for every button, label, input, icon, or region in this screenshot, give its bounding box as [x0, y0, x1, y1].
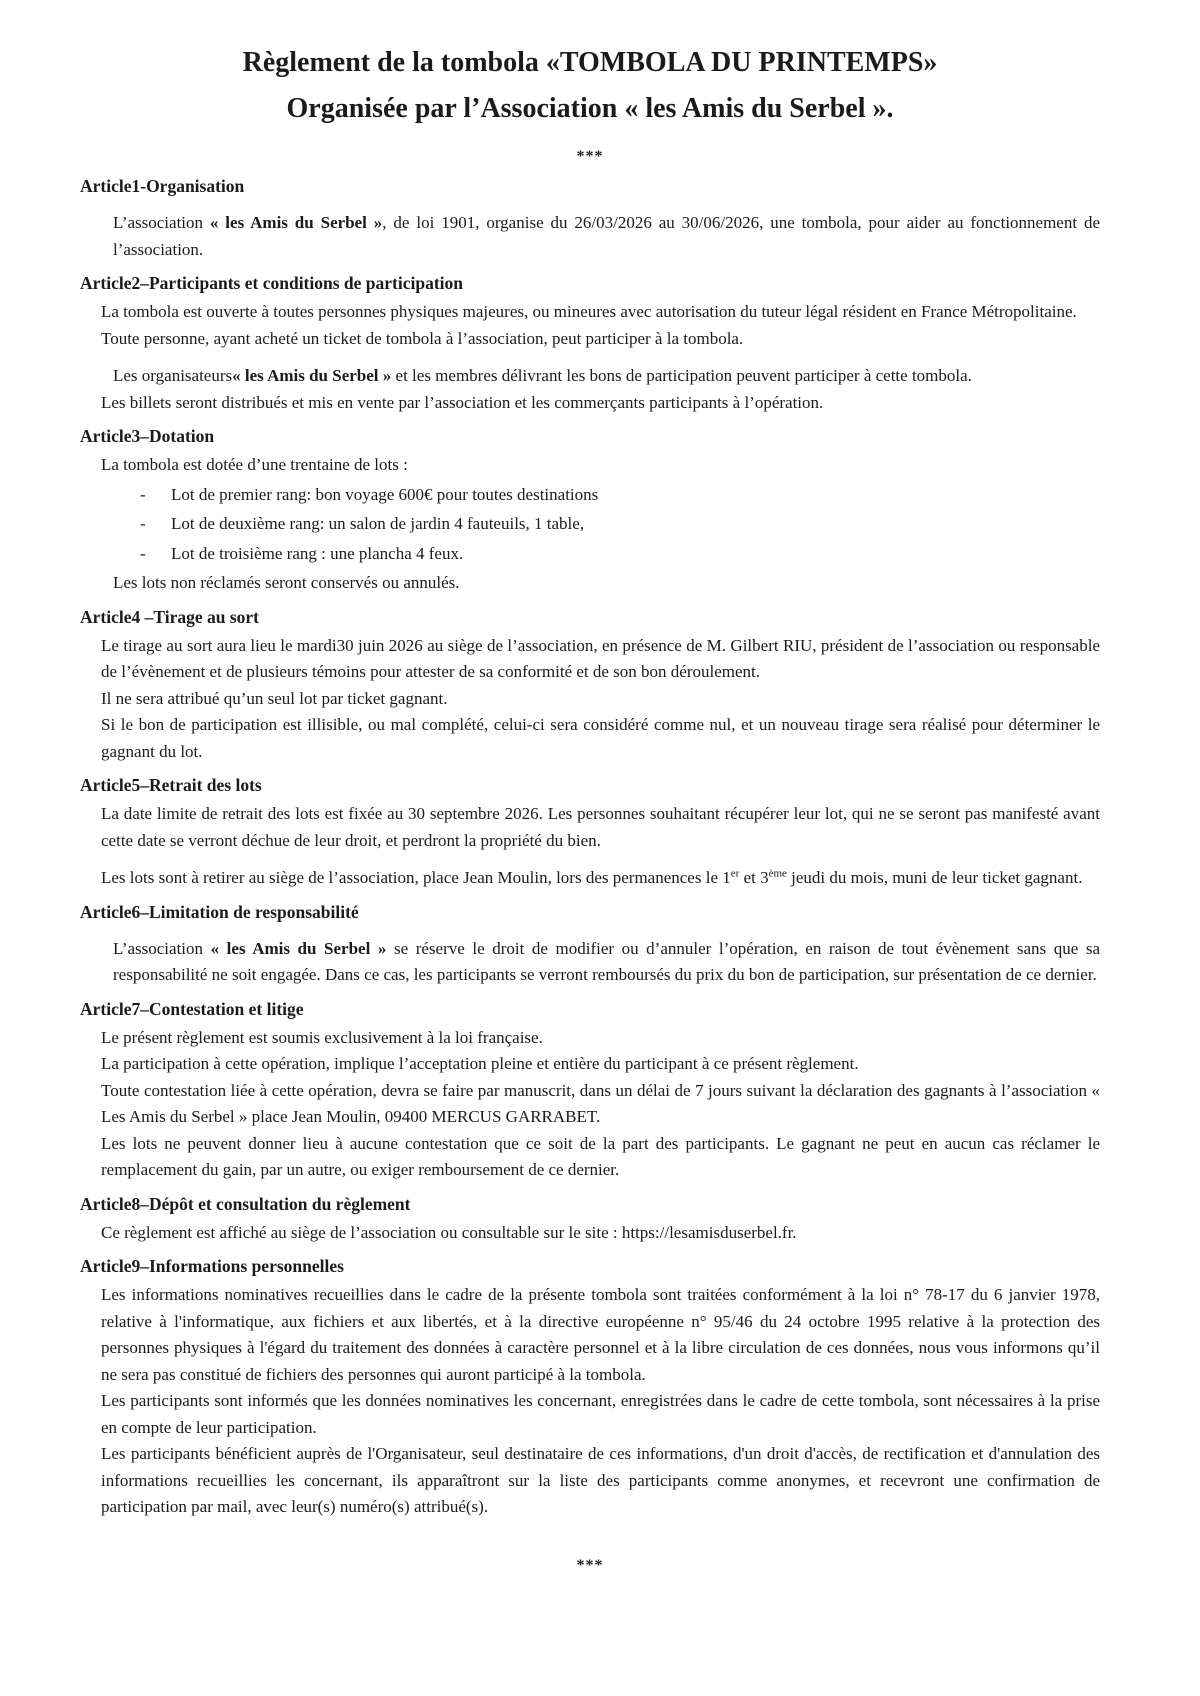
article-section [80, 772, 1100, 892]
lot-list [140, 482, 1100, 568]
article-paragraph [101, 452, 1100, 479]
article-section [80, 173, 1100, 263]
text-segment: Lot de deuxième rang: un salon de jardin 4 fauteuils, 1 table, [171, 514, 585, 533]
superscript-text: er [730, 867, 740, 880]
text-segment: La date limite de retrait des lots est fixée au 30 septembre 2026. Les personnes souhaitant récupérer leur lot, qui ne se seront pas manifesté avant cette date se verront déchue de leur droit, et perdront la propriété du bien. [101, 804, 1100, 850]
text-segment: Les billets seront distribués et mis en vente par l’association et les commerçants participants à l’opération. [101, 392, 824, 412]
text-segment: Les lots ne peuvent donner lieu à aucune contestation que ce soit de la part des participants. Le gagnant ne peut en aucun cas réclamer le remplacement du gain, par un autre, ou exiger remboursement de ce dernier. [101, 1133, 1100, 1179]
text-segment: Les lots non réclamés seront conservés ou annulés. [113, 573, 460, 592]
text-segment: Les informations nominatives recueillies dans le cadre de la présente tombola sont traitées conformément à la loi n° 78-17 du 6 janvier 1978, relative à l'informatique, aux fichiers et aux libertés, et à la directive européenne n° 95/46 du 24 octobre 1995 relative à la protection des personnes physiques à l'égard du traitement des données à caractère personnel et à la libre circulation de ces données, nous vous informons qu’il ne sera pas constitué de fichiers des personnes qui auront participé à la tombola. [101, 1285, 1100, 1384]
article-paragraph [113, 936, 1100, 989]
article-paragraph [101, 865, 1100, 892]
text-segment: Les participants bénéficient auprès de l'Organisateur, seul destinataire de ces informations, d'un droit d'accès, de rectification et d'annulation des informations recueillies les concernant, ils apparaîtront sur la liste des participants comme anonymes, et recevront une confirmation de participation par mail, avec leur(s) numéro(s) attribué(s). [101, 1444, 1100, 1516]
lot-list-item [140, 541, 1100, 568]
separator-top: *** [576, 148, 604, 165]
text-segment: se réserve le droit de modifier ou d’annuler l’opération, en raison de tout évènement sans que sa responsabilité ne soit engagée. Dans ce cas, les participants se verront remboursés du prix du bon de participation, sur présentation de ce dernier. [113, 938, 1101, 984]
text-segment: jeudi du mois, muni de leur ticket gagnant. [786, 868, 1083, 887]
article-heading: Article3–Dotation [80, 426, 215, 446]
bullet-dash-marker: - [140, 484, 146, 504]
article-paragraph [101, 1220, 1100, 1247]
article-paragraph [101, 390, 1100, 417]
text-segment: Si le bon de participation est illisible, ou mal complété, celui-ci sera considéré comme nul, et un nouveau tirage sera réalisé pour déterminer le gagnant du lot. [101, 715, 1100, 761]
text-segment: Les organisateurs [113, 366, 233, 385]
lot-list-item [140, 482, 1100, 509]
article-paragraph [113, 363, 1100, 390]
article-paragraph [101, 1131, 1100, 1184]
text-segment: et les membres délivrant les bons de participation peuvent participer à cette tombola. [391, 366, 972, 385]
article-heading: Article4 –Tirage au sort [80, 606, 260, 627]
text-segment: Les participants sont informés que les données nominatives les concernant, enregistrées dans le cadre de cette tombola, sont nécessaires à la prise en compte de leur participation. [101, 1391, 1100, 1437]
article-paragraph [101, 1388, 1100, 1441]
article-section [80, 1253, 1100, 1521]
text-segment: Toute personne, ayant acheté un ticket de tombola à l’association, peut participer à la tombola. [101, 328, 744, 348]
bullet-dash-marker: - [140, 543, 146, 563]
text-segment: La tombola est ouverte à toutes personnes physiques majeures, ou mineures avec autorisation du tuteur légal résident en France Métropolitaine. [101, 302, 1077, 321]
article-section [80, 270, 1100, 416]
article-heading: Article9–Informations personnelles [80, 1256, 344, 1276]
text-segment: La participation à cette opération, implique l’acceptation pleine et entière du participant à ce présent règlement. [101, 1054, 859, 1073]
article-paragraph [113, 570, 1100, 597]
text-segment: Toute contestation liée à cette opération, devra se faire par manuscrit, dans un délai de 7 jours suivant la déclaration des gagnants à l’association « Les Amis du Serbel » place Jean Moulin, 09400 MERCUS GARRABET. [101, 1080, 1100, 1126]
document-title-line1: Règlement de la tombola «TOMBOLA DU PRINTEMPS» [242, 47, 938, 78]
article-paragraph [101, 801, 1100, 854]
article-paragraph [101, 1282, 1100, 1388]
article-section [80, 423, 1100, 597]
text-segment: , de loi 1901, organise du 26/03/2026 au 30/06/2026, une tombola, pour aider au fonctionnement de l’association. [113, 213, 1101, 259]
lot-text [171, 511, 584, 538]
bold-text: « les Amis du Serbel » [232, 366, 392, 385]
article-paragraph [101, 686, 1100, 713]
article-paragraph [101, 326, 1100, 353]
text-segment: La tombola est dotée d’une trentaine de lots : [101, 455, 408, 474]
article-paragraph [101, 1078, 1100, 1131]
article-paragraph [113, 210, 1100, 263]
text-segment: Lot de premier rang: bon voyage 600€ pour toutes destinations [171, 484, 599, 504]
article-paragraph [101, 633, 1100, 686]
article-paragraph [101, 299, 1100, 326]
article-section [80, 1191, 1100, 1247]
article-section [80, 604, 1100, 766]
text-segment: Le présent règlement est soumis exclusivement à la loi française. [101, 1027, 543, 1047]
bold-text: « les Amis du Serbel » [209, 213, 383, 232]
text-segment: Il ne sera attribué qu’un seul lot par ticket gagnant. [101, 688, 448, 708]
article-heading: Article5–Retrait des lots [80, 775, 262, 795]
lot-text [171, 482, 598, 509]
bullet-dash-marker: - [140, 514, 146, 533]
article-heading: Article2–Participants et conditions de participation [80, 273, 464, 293]
text-segment: et 3 [739, 868, 769, 887]
article-section [80, 899, 1100, 989]
text-segment: Les lots sont à retirer au siège de l’association, place Jean Moulin, lors des permanences le 1 [101, 868, 731, 887]
article-section [80, 996, 1100, 1184]
bold-text: « les Amis du Serbel » [210, 938, 387, 958]
superscript-text: ème [768, 867, 787, 880]
articles [80, 173, 1100, 1521]
article-paragraph [101, 1051, 1100, 1078]
article-paragraph [101, 1025, 1100, 1052]
text-segment: Ce règlement est affiché au siège de l’association ou consultable sur le site : https://lesamisduserbel.fr. [101, 1222, 797, 1242]
article-paragraph [101, 1441, 1100, 1521]
lot-list-item [140, 511, 1100, 538]
article-heading: Article1-Organisation [80, 176, 245, 196]
document-title-line2: Organisée par l’Association « les Amis du Serbel ». [286, 93, 894, 124]
article-heading: Article6–Limitation de responsabilité [80, 901, 359, 922]
text-segment: L’association [113, 213, 210, 232]
article-heading: Article8–Dépôt et consultation du règlement [80, 1193, 411, 1214]
article-heading: Article7–Contestation et litige [80, 998, 304, 1019]
article-paragraph [101, 712, 1100, 765]
text-segment: L’association [113, 938, 211, 958]
text-segment: Lot de troisième rang : une plancha 4 feux. [171, 543, 464, 563]
lot-text [171, 541, 463, 568]
text-segment: Le tirage au sort aura lieu le mardi30 juin 2026 au siège de l’association, en présence de M. Gilbert RIU, président de l’association ou responsable de l’évènement et de plusieurs témoins pour attester de sa conformité et de son bon déroulement. [101, 635, 1100, 681]
separator-bottom: *** [576, 1556, 604, 1574]
